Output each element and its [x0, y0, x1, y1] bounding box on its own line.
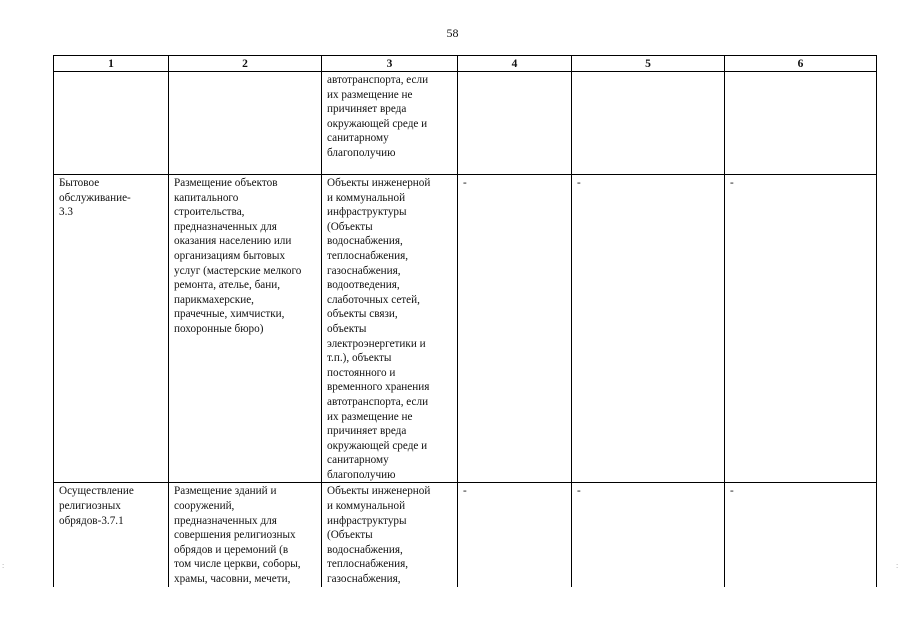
- scan-edge-mark-left: :: [2, 561, 5, 570]
- page-number: 58: [446, 26, 459, 40]
- column-header-6: 6: [725, 56, 877, 72]
- land-use-table: [53, 55, 877, 587]
- table-row: [54, 483, 877, 587]
- table-row: [54, 72, 877, 175]
- cell-use-type: Бытовое обслуживание- 3.3: [54, 175, 169, 483]
- cell-auxiliary-uses: Объекты инженерной и коммунальной инфраструктуры (Объекты водоснабжения, теплоснабжения, газоснабжения,: [322, 483, 458, 587]
- cell-use-type: Осуществление религиозных обрядов-3.7.1: [54, 483, 169, 587]
- scan-edge-mark-right: :: [896, 561, 899, 570]
- column-header-3: 3: [322, 56, 458, 72]
- cell-col-5: -: [572, 483, 725, 587]
- cell-col-6: -: [725, 175, 877, 483]
- column-header-4: 4: [458, 56, 572, 72]
- cell-col-5: [572, 72, 725, 175]
- table-row: [54, 175, 877, 483]
- column-header-5: 5: [572, 56, 725, 72]
- column-header-1: 1: [54, 56, 169, 72]
- cell-col-6: -: [725, 483, 877, 587]
- cell-auxiliary-uses: Объекты инженерной и коммунальной инфраструктуры (Объекты водоснабжения, теплоснабжения, газоснабжения, водоотведения, слаботочных сетей, объекты связи, объекты электроэнергетики и т.п.), объекты постоянного и временного хранения автотранспорта, если их размещение не причиняет вреда окружающей среде и санитарному благополучию: [322, 175, 458, 483]
- cell-col-4: -: [458, 175, 572, 483]
- cell-description: Размещение объектов капитального строительства, предназначенных для оказания населению или организациям бытовых услуг (мастерские мелкого ремонта, ателье, бани, парикмахерские, прачечные, химчистки, похоронные бюро): [169, 175, 322, 483]
- cell-col-4: -: [458, 483, 572, 587]
- cell-description: [169, 72, 322, 175]
- cell-description: Размещение зданий и сооружений, предназначенных для совершения религиозных обрядов и церемоний (в том числе церкви, соборы, храмы, часовни, мечети,: [169, 483, 322, 587]
- table-header-row: [54, 56, 877, 72]
- column-header-2: 2: [169, 56, 322, 72]
- cell-auxiliary-uses: автотранспорта, если их размещение не причиняет вреда окружающей среде и санитарному благополучию: [322, 72, 458, 175]
- cell-col-6: [725, 72, 877, 175]
- cell-col-5: -: [572, 175, 725, 483]
- cell-col-4: [458, 72, 572, 175]
- cell-use-type: [54, 72, 169, 175]
